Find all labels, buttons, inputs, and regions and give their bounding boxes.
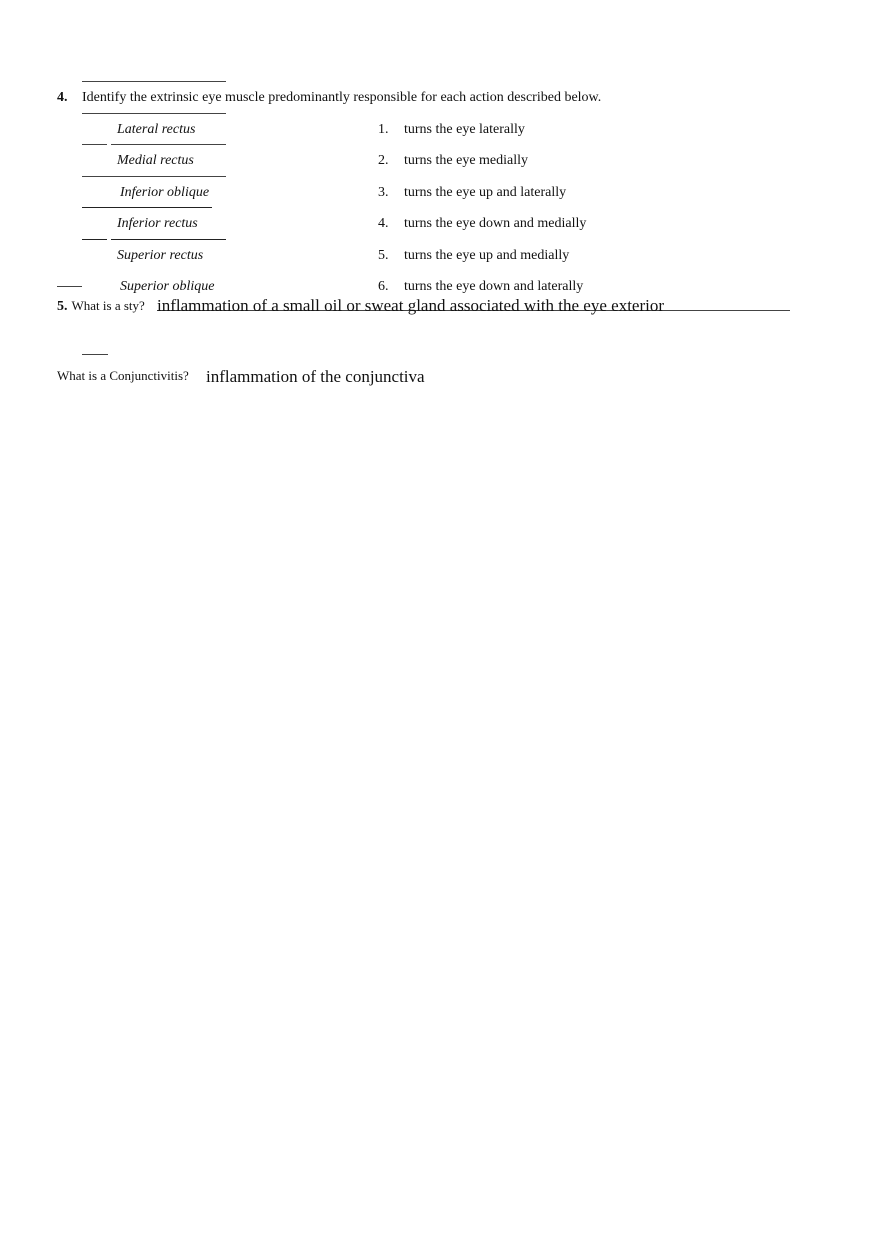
item-number-3: 3. — [378, 185, 389, 200]
answer-1: Lateral rectus — [117, 122, 196, 137]
answer-4: Inferior rectus — [117, 216, 198, 231]
answer-line-2a — [82, 144, 107, 145]
answer-6: Superior oblique — [120, 279, 215, 294]
item-description-5: turns the eye up and medially — [404, 248, 570, 263]
item-description-3: turns the eye up and laterally — [404, 185, 567, 200]
answer-2: Medial rectus — [117, 153, 194, 168]
item-description-1: turns the eye laterally — [404, 122, 525, 137]
question-4-number: 4. — [57, 90, 68, 105]
item-number-1: 1. — [378, 122, 389, 137]
answer-line-6 — [57, 286, 82, 287]
answer-5: Superior rectus — [117, 248, 204, 263]
question-6-answer: inflammation of the conjunctiva — [206, 367, 425, 386]
item-number-4: 4. — [378, 216, 389, 231]
question-5-number: 5. — [57, 299, 68, 314]
question-5 — [57, 297, 145, 315]
answer-line-3 — [82, 176, 226, 177]
question-5-answer: inflammation of a small oil or sweat gland associated with the eye exterior — [157, 296, 665, 315]
rule-top — [82, 81, 226, 82]
question-5-prompt: What is a sty? — [71, 298, 145, 313]
answer-3: Inferior oblique — [120, 185, 210, 200]
answer-line-5a — [82, 239, 107, 240]
answer-line-5b — [111, 239, 226, 240]
item-description-6: turns the eye down and laterally — [404, 279, 584, 294]
answer-line-7 — [82, 354, 108, 355]
item-number-2: 2. — [378, 153, 389, 168]
item-description-2: turns the eye medially — [404, 153, 529, 168]
item-description-4: turns the eye down and medially — [404, 216, 587, 231]
question-6-prompt: What is a Conjunctivitis? — [57, 368, 189, 383]
answer-line-2b — [111, 144, 226, 145]
answer-line-1 — [82, 113, 226, 114]
answer-line-4 — [82, 207, 212, 208]
question-4-prompt: Identify the extrinsic eye muscle predominantly responsible for each action described below. — [82, 90, 602, 105]
item-number-5: 5. — [378, 248, 389, 263]
item-number-6: 6. — [378, 279, 389, 294]
